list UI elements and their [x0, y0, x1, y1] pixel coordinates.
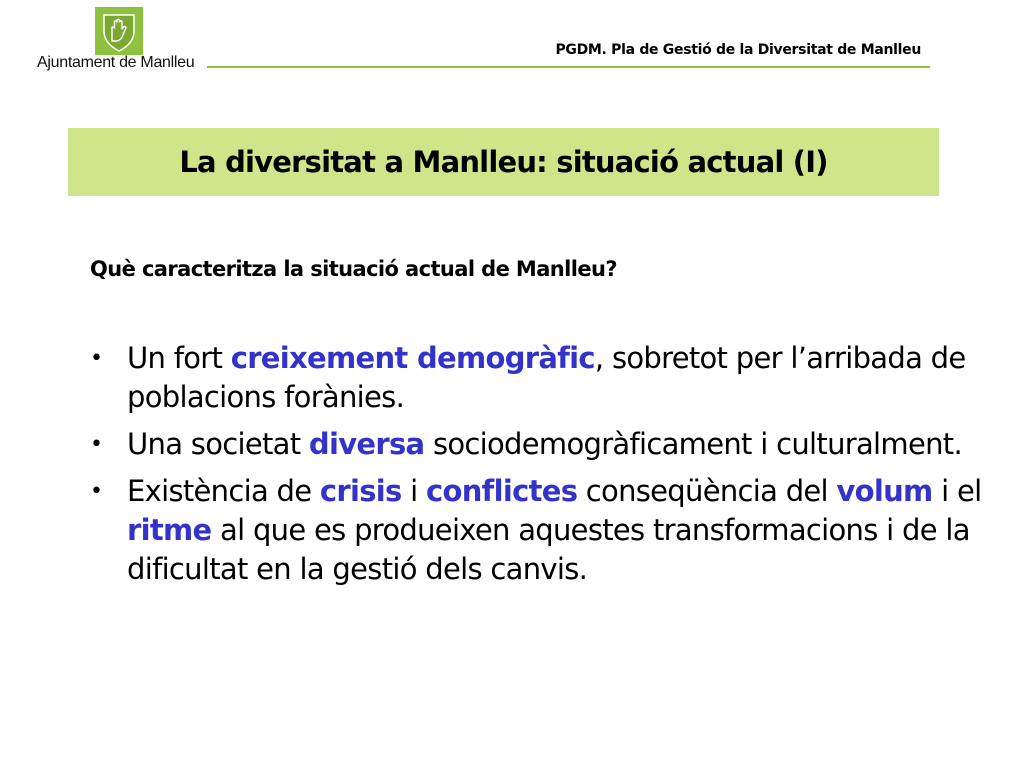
- list-item: [90, 425, 990, 464]
- bullet-text: conseqüència del: [577, 474, 837, 508]
- list-item: [90, 339, 990, 417]
- slide-title: La diversitat a Manlleu: situació actual (I): [179, 145, 828, 179]
- bullet-highlight: creixement demogràfic: [230, 341, 595, 375]
- bullet-highlight: diversa: [308, 427, 425, 461]
- bullet-icon: •: [90, 346, 103, 371]
- bullet-text: al que es produeixen aquestes transformacions i de la dificultat en la gestió dels canvis.: [127, 513, 970, 586]
- slide-question: Què caracteritza la situació actual de Manlleu?: [90, 257, 617, 281]
- header-rule: [207, 66, 930, 68]
- bullet-text: , sobretot per l’arribada de poblacions forànies.: [127, 341, 966, 414]
- bullet-icon: •: [90, 479, 103, 504]
- bullet-text: Existència de: [127, 474, 320, 508]
- bullet-text: i: [401, 474, 427, 508]
- bullet-highlight: volum: [836, 474, 933, 508]
- doc-title: PGDM. Pla de Gestió de la Diversitat de Manlleu: [555, 42, 921, 58]
- title-band: [68, 128, 939, 196]
- hand-shield-emblem-icon: [95, 7, 143, 55]
- bullet-highlight: conflictes: [426, 474, 578, 508]
- bullet-text: sociodemogràficament i culturalment.: [424, 427, 962, 461]
- bullet-text: Un fort: [127, 341, 231, 375]
- bullet-text: i el: [932, 474, 982, 508]
- org-name: Ajuntament de Manlleu: [37, 54, 195, 71]
- bullet-list: [90, 339, 990, 597]
- bullet-highlight: ritme: [127, 513, 212, 547]
- bullet-highlight: crisis: [319, 474, 402, 508]
- list-item: [90, 472, 990, 589]
- bullet-icon: •: [90, 432, 103, 457]
- logo-emblem: [95, 7, 143, 55]
- bullet-text: Una societat: [127, 427, 309, 461]
